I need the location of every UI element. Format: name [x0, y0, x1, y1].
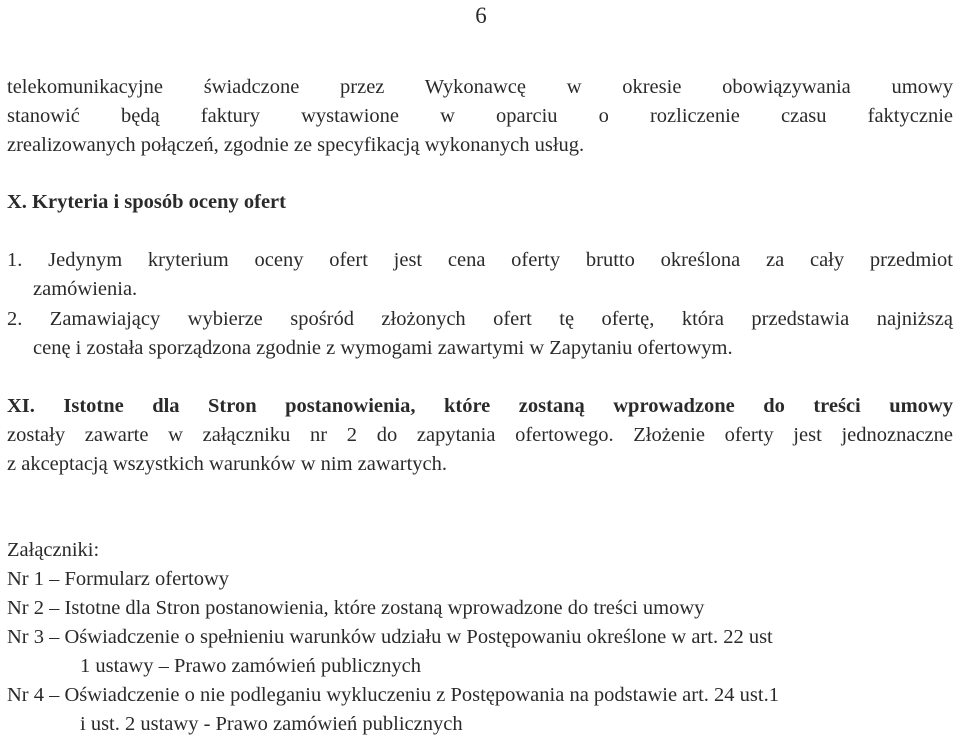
list-item-line: 2. Zamawiający wybierze spośród złożonych ofert tę ofertę, która przedstawia najniższą: [7, 308, 953, 330]
intro-line: stanowić będą faktury wystawione w oparciu o rozliczenie czasu faktycznie: [7, 105, 953, 127]
section-heading: XI. Istotne dla Stron postanowienia, które zostaną wprowadzone do treści umowy: [7, 395, 953, 417]
section-heading: X. Kryteria i sposób oceny ofert: [7, 191, 286, 213]
section-line: zostały zawarte w załączniku nr 2 do zapytania ofertowego. Złożenie oferty jest jednoznaczne: [7, 424, 953, 446]
intro-line: telekomunikacyjne świadczone przez Wykonawcę w okresie obowiązywania umowy: [7, 76, 953, 98]
attachment-item: Nr 2 – Istotne dla Stron postanowienia, które zostaną wprowadzone do treści umowy: [7, 597, 705, 619]
attachment-item-continuation: i ust. 2 ustawy - Prawo zamówień publicznych: [80, 713, 463, 735]
attachment-item-continuation: 1 ustawy – Prawo zamówień publicznych: [80, 655, 422, 677]
intro-paragraph: [7, 73, 953, 160]
page-number: 6: [475, 3, 487, 28]
attachment-item: Nr 3 – Oświadczenie o spełnieniu warunków udziału w Postępowaniu określone w art. 22 ust: [7, 626, 773, 648]
list-item-line: 1. Jedynym kryterium oceny ofert jest cena oferty brutto określona za cały przedmiot: [7, 249, 953, 271]
intro-line: zrealizowanych połączeń, zgodnie ze specyfikacją wykonanych usług.: [7, 134, 585, 156]
attachment-item: Nr 1 – Formularz ofertowy: [7, 568, 230, 590]
section-x-heading: [7, 188, 953, 217]
attachment-item: Nr 4 – Oświadczenie o nie podleganiu wykluczeniu z Postępowania na podstawie art. 24 ust.1: [7, 684, 779, 706]
section-line: z akceptacją wszystkich warunków w nim zawartych.: [7, 453, 448, 475]
section-x-item-2: [7, 305, 953, 363]
attachments-title: Załączniki:: [7, 539, 100, 561]
section-xi: [7, 392, 953, 479]
list-item-line: zamówienia.: [33, 278, 138, 300]
section-x-item-1: [7, 246, 953, 304]
attachments-list: [7, 536, 953, 739]
list-item-line: cenę i została sporządzona zgodnie z wymogami zawartymi w Zapytaniu ofertowym.: [33, 337, 733, 359]
